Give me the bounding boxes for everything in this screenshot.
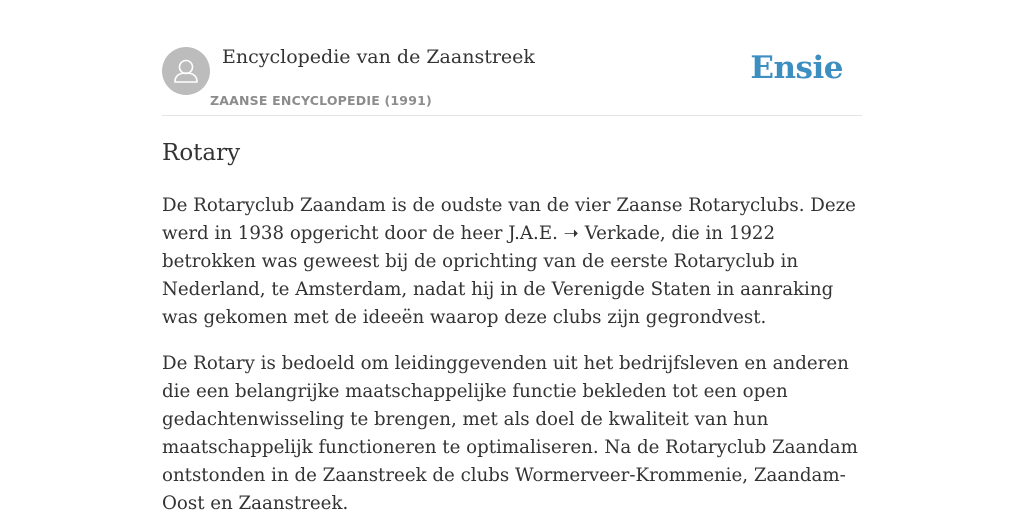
paragraph-text: , die in 1922 betrokken was geweest bij de oprichting van de eerste Rotaryclub in Nederland, te Amsterdam, nadat hij in de Verenigde Staten in aanraking was gekomen met de ideeën waarop deze clubs zijn gegrondvest. [162,223,834,328]
site-subtitle: ZAANSE ENCYCLOPEDIE (1991) [210,93,432,108]
page [162,0,862,512]
cross-reference-link-verkade[interactable]: ➝ Verkade [563,223,660,244]
site-title[interactable]: Encyclopedie van de Zaanstreek [222,46,535,68]
user-silhouette-icon [162,47,210,95]
entry-title: Rotary [162,140,241,166]
entry-paragraph: De Rotary is bedoeld om leidinggevenden uit het bedrijfsleven en anderen die een belangrijke maatschappelijke functie bekleden tot een open gedachtenwisseling te brengen, met als doel de kwaliteit van hun maatschappelijk functioneren te optimaliseren. Na de Rotaryclub Zaandam ontstonden in de Zaanstreek de clubs Wormerveer-Krommenie, Zaandam-Oost en Zaanstreek. [162,353,858,512]
header [162,0,862,116]
avatar[interactable] [162,47,210,95]
brand-logo[interactable]: Ensie [750,50,843,86]
paragraph-text: De Rotaryclub Zaandam is de oudste van de vier Zaanse Rotaryclubs. Deze werd in 1938 opgericht door de heer J.A.E. [162,195,856,244]
entry-body [162,192,862,512]
entry-paragraph [162,192,862,332]
